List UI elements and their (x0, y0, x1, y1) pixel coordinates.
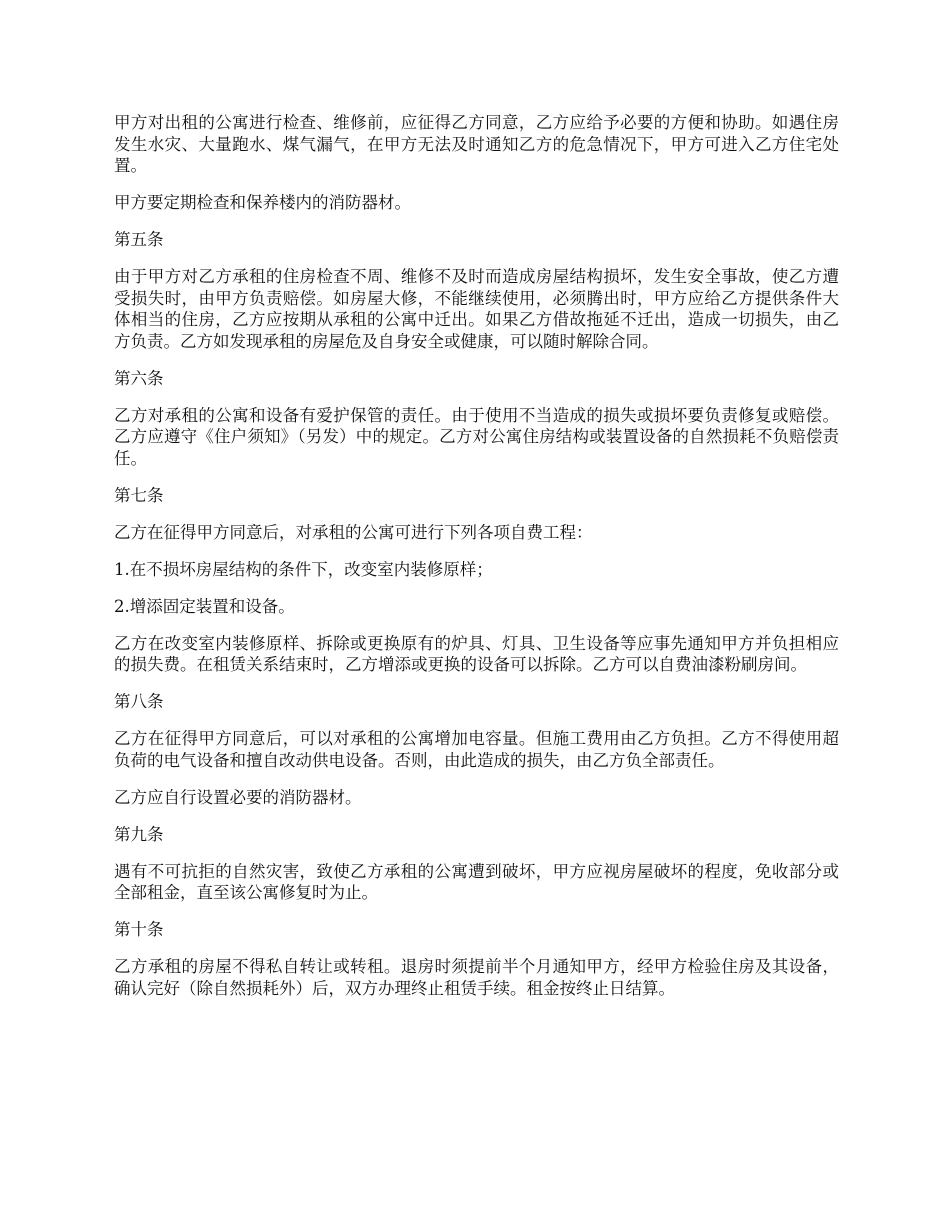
paragraph-inspection: 甲方对出租的公寓进行检查、维修前，应征得乙方同意，乙方应给予必要的方便和协助。如遇住房发生水灾、大量跑水、煤气漏气，在甲方无法及时通知乙方的危急情况下，甲方可进入乙方住宅处置。 (114, 113, 839, 175)
paragraph-article-7-intro: 乙方在征得甲方同意后，对承租的公寓可进行下列各项自费工程： (114, 522, 593, 542)
paragraph-article-8-fire: 乙方应自行设置必要的消防器材。 (114, 787, 362, 807)
paragraph-fire-equipment: 甲方要定期检查和保养楼内的消防器材。 (114, 193, 411, 212)
article-heading-7: 第七条 (114, 485, 164, 505)
article-heading-5: 第五条 (114, 230, 164, 249)
article-heading-9: 第九条 (114, 824, 164, 844)
paragraph-article-7-detail: 乙方在改变室内装修原样、拆除或更换原有的炉具、灯具、卫生设备等应事先通知甲方并负担相应的损失费。在租赁关系结束时，乙方增添或更换的设备可以拆除。乙方可以自费油漆粉刷房间。 (114, 633, 839, 674)
paragraph-article-6: 乙方对承租的公寓和设备有爱护保管的责任。由于使用不当造成的损失或损坏要负责修复或赔偿。乙方应遵守《住户须知》（另发）中的规定。乙方对公寓住房结构或装置设备的自然损耗不负赔偿责任。 (114, 405, 839, 468)
list-item-2: 2.增添固定装置和设备。 (114, 596, 295, 616)
paragraph-article-9: 遇有不可抗拒的自然灾害，致使乙方承租的公寓遭到破坏，甲方应视房屋破坏的程度，免收部分或全部租金，直至该公寓修复时为止。 (114, 861, 839, 902)
article-heading-10: 第十条 (114, 920, 164, 939)
paragraph-article-8: 乙方在征得甲方同意后，可以对承租的公寓增加电容量。但施工费用由乙方负担。乙方不得使用超负荷的电气设备和擅自改动供电设备。否则，由此造成的损失，由乙方负全部责任。 (114, 729, 839, 770)
list-item-1: 1.在不损坏房屋结构的条件下，改变室内装修原样； (114, 559, 493, 579)
paragraph-article-10: 乙方承租的房屋不得私自转让或转租。退房时须提前半个月通知甲方，经甲方检验住房及其设备，确认完好（除自然损耗外）后，双方办理终止租赁手续。租金按终止日结算。 (114, 957, 839, 998)
paragraph-article-5: 由于甲方对乙方承租的住房检查不周、维修不及时而造成房屋结构损坏，发生安全事故，使乙方遭受损失时，由甲方负责赔偿。如房屋大修，不能继续使用，必须腾出时，甲方应给乙方提供条件大体相当的住房，乙方应按期从承租的公寓中迁出。如果乙方借故拖延不迁出，造成一切损失，由乙方负责。乙方如发现承租的房屋危及自身安全或健康，可以随时解除合同。 (114, 267, 839, 351)
article-heading-8: 第八条 (114, 692, 164, 711)
article-heading-6: 第六条 (114, 368, 164, 388)
document-body (114, 112, 839, 1015)
